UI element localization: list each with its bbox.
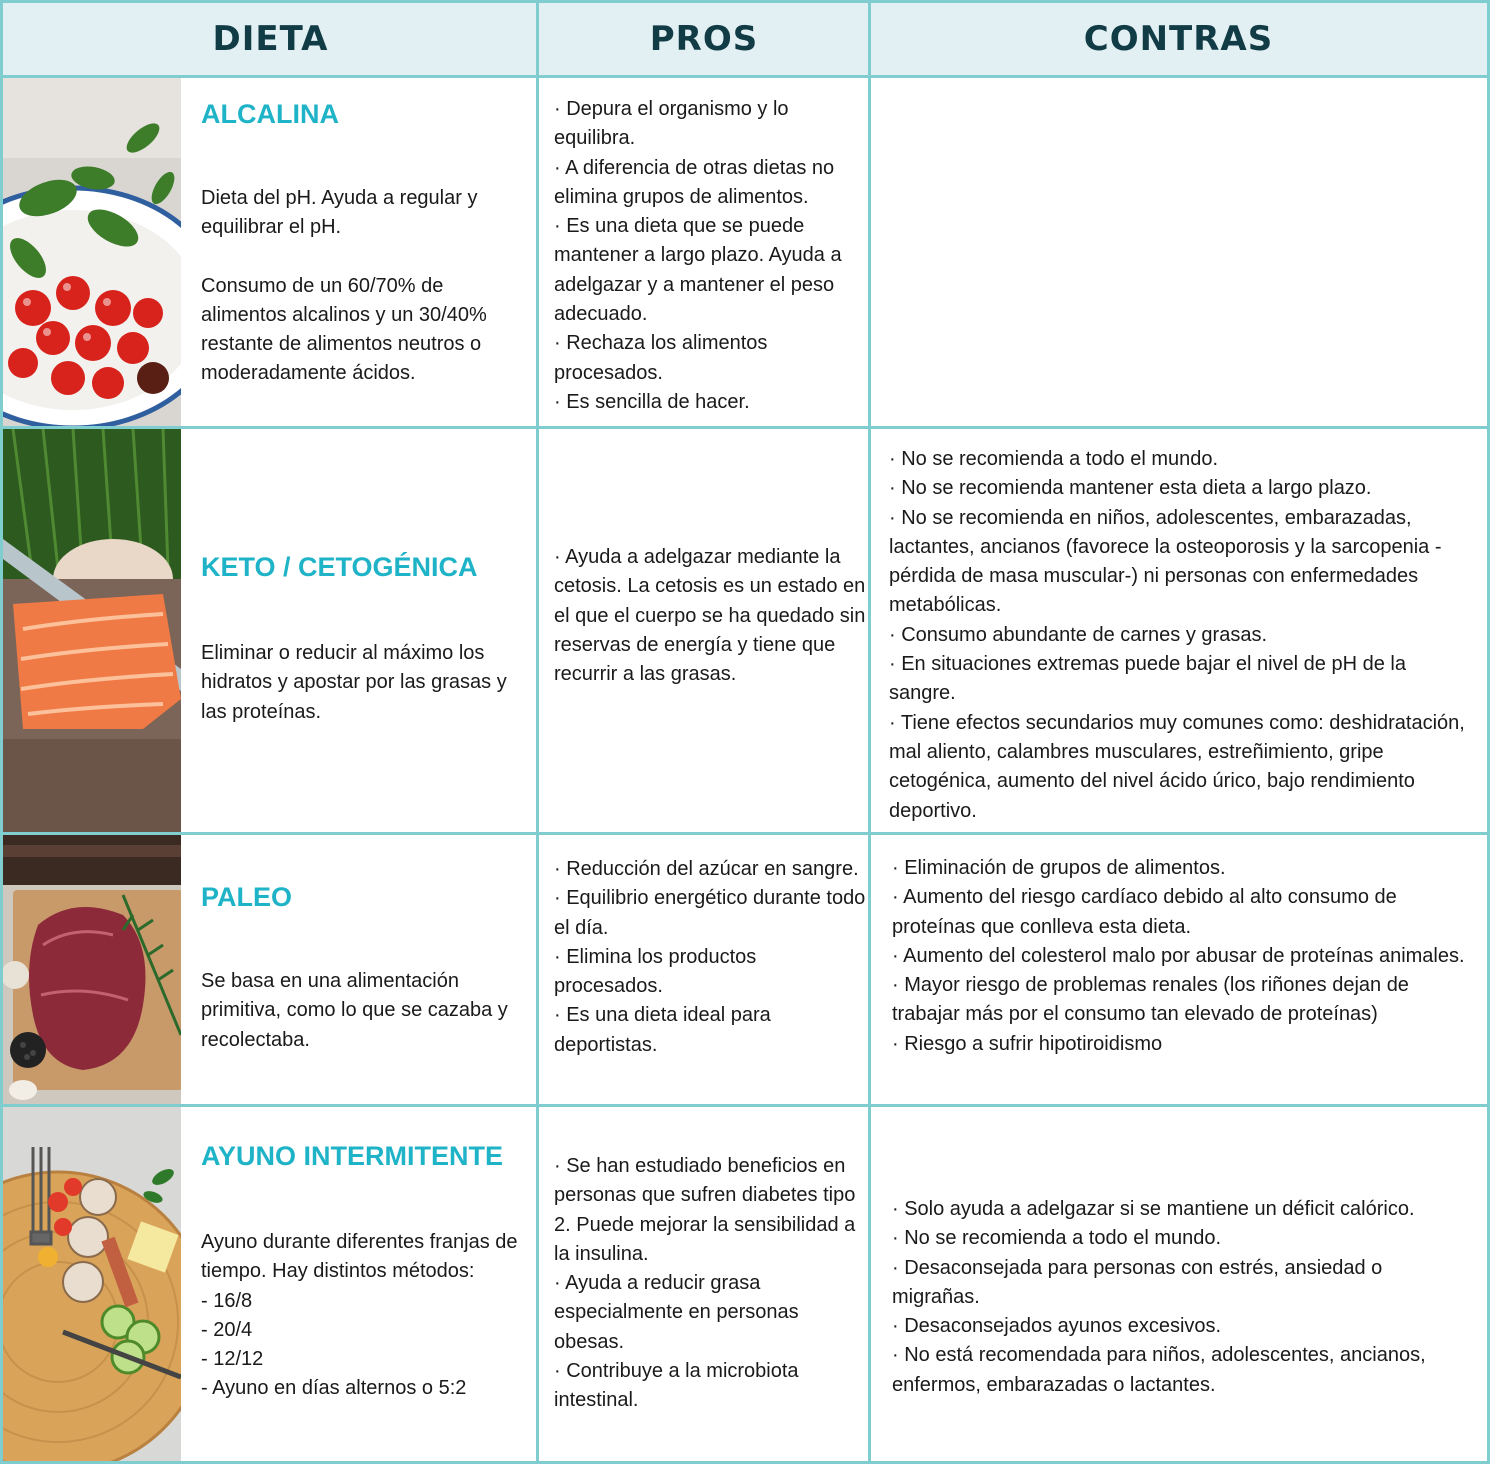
contras-item: · Riesgo a sufrir hipotiroidismo — [892, 1032, 1163, 1055]
table-row — [3, 1107, 1487, 1461]
diet-title: KETO / CETOGÉNICA — [201, 552, 478, 582]
description-text: - Ayuno en días alternos o 5:2 — [201, 1377, 467, 1400]
contras-item: · No se recomienda a todo el mundo. — [892, 1227, 1222, 1250]
description-text: Eliminar o reducir al máximo los hidratos y apostar por las grasas y las proteínas. — [201, 642, 507, 723]
contras-list — [892, 1195, 1472, 1400]
diet-description — [201, 639, 521, 727]
header-pros: PROS — [649, 19, 759, 59]
pros-item: · Contribuye a la microbiota intestinal. — [554, 1360, 799, 1412]
salmon-fillet-image — [3, 429, 181, 832]
diet-description — [201, 1228, 521, 1404]
pros-item: · Ayuda a adelgazar mediante la cetosis. La cetosis es un estado en el que el cuerpo se ha quedado sin reservas de energía y tiene que recurrir a las grasas. — [554, 546, 866, 686]
description-text: - 12/12 — [201, 1348, 264, 1371]
table-row — [3, 429, 1487, 832]
table-row — [3, 835, 1487, 1104]
diet-title: AYUNO INTERMITENTE — [201, 1141, 504, 1171]
contras-item: · Consumo abundante de carnes y grasas. — [889, 623, 1267, 646]
pros-list — [554, 1152, 866, 1416]
contras-item: · Aumento del colesterol malo por abusar de proteínas animales. — [892, 944, 1465, 967]
pros-item: · Es una dieta que se puede mantener a largo plazo. Ayuda a adelgazar y a mantener el peso adecuado. — [554, 215, 842, 326]
tomatoes-basil-image — [3, 78, 181, 426]
pros-item: · Equilibrio energético durante todo el día. — [554, 887, 866, 939]
contras-item: · No está recomendada para niños, adolescentes, ancianos, enfermos, embarazadas o lactantes. — [892, 1344, 1426, 1396]
header-dieta: DIETA — [212, 19, 329, 59]
diet-title: ALCALINA — [201, 99, 339, 129]
food-platter-image — [3, 1107, 181, 1461]
description-text: Consumo de un 60/70% de alimentos alcalinos y un 30/40% restante de alimentos neutros o moderadamente ácidos. — [201, 274, 487, 385]
header-contras: CONTRAS — [1083, 19, 1274, 59]
contras-item: · Eliminación de grupos de alimentos. — [892, 857, 1226, 879]
description-text: - 20/4 — [201, 1318, 253, 1341]
pros-list — [554, 543, 866, 689]
contras-item: · Aumento del riesgo cardíaco debido al alto consumo de proteínas que conlleva esta dieta. — [892, 886, 1397, 938]
description-text: Se basa en una alimentación primitiva, como lo que se cazaba y recolectaba. — [201, 970, 508, 1051]
contras-item: · Desaconsejada para personas con estrés, ansiedad o migrañas. — [892, 1256, 1383, 1308]
contras-list — [892, 854, 1472, 1059]
table-row — [3, 78, 1487, 426]
raw-steak-image — [3, 835, 181, 1104]
contras-item: · No se recomienda mantener esta dieta a largo plazo. — [889, 477, 1372, 500]
diet-description — [201, 967, 521, 1055]
description-text: Dieta del pH. Ayuda a regular y equilibrar el pH. — [201, 187, 478, 239]
pros-item: · Depura el organismo y lo equilibra. — [554, 98, 789, 150]
diet-title: PALEO — [201, 882, 293, 912]
contras-item: · En situaciones extremas puede bajar el nivel de pH de la sangre. — [889, 653, 1406, 705]
contras-item: · Desaconsejados ayunos excesivos. — [892, 1315, 1222, 1338]
table-header — [3, 3, 1487, 78]
pros-list — [554, 855, 866, 1060]
description-text: - 16/8 — [201, 1289, 253, 1312]
contras-item: · Solo ayuda a adelgazar si se mantiene un déficit calórico. — [892, 1198, 1415, 1220]
pros-item: · Se han estudiado beneficios en personas que sufren diabetes tipo 2. Puede mejorar la sensibilidad a la insulina. — [554, 1155, 856, 1265]
pros-item: · Es una dieta ideal para deportistas. — [554, 1004, 771, 1056]
pros-item: · Elimina los productos procesados. — [554, 945, 757, 998]
contras-item: · Mayor riesgo de problemas renales (los riñones dejan de trabajar más por el consumo tan elevado de proteínas) — [892, 974, 1409, 1026]
pros-item: · Rechaza los alimentos procesados. — [554, 332, 768, 384]
pros-list — [554, 95, 866, 417]
contras-list — [889, 445, 1469, 826]
contras-item: · Tiene efectos secundarios muy comunes como: deshidratación, mal aliento, calambres musculares, estreñimiento, gripe cetogénica, aumento del nivel ácido úrico, bajo rendimiento deportivo. — [889, 711, 1465, 822]
pros-item: · Es sencilla de hacer. — [554, 390, 750, 413]
diet-description — [201, 184, 521, 389]
pros-item: · A diferencia de otras dietas no elimina grupos de alimentos. — [554, 156, 835, 208]
pros-item: · Ayuda a reducir grasa especialmente en personas obesas. — [554, 1272, 799, 1353]
contras-item: · No se recomienda en niños, adolescentes, embarazadas, lactantes, ancianos (favorece la osteoporosis y la sarcopenia -pérdida de masa muscular-) ni personas con enfermedades metabólicas. — [889, 506, 1442, 617]
contras-item: · No se recomienda a todo el mundo. — [889, 448, 1219, 470]
description-text: Ayuno durante diferentes franjas de tiempo. Hay distintos métodos: — [201, 1231, 518, 1283]
pros-item: · Reducción del azúcar en sangre. — [554, 858, 859, 880]
